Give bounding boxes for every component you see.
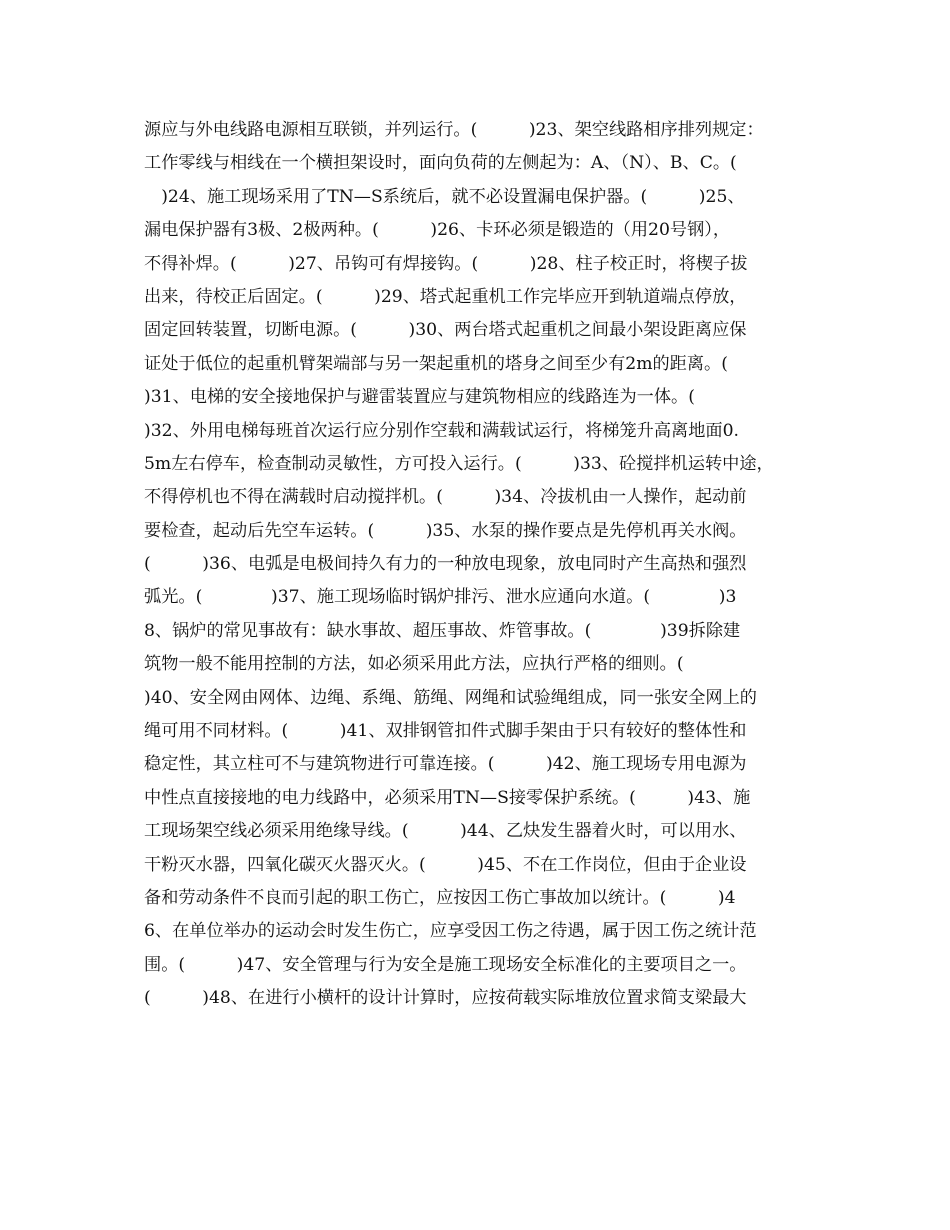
text-line: )31、电梯的安全接地保护与避雷装置应与建筑物相应的线路连为一体。( — [144, 387, 695, 408]
text-line: 筑物一般不能用控制的方法，如必须采用此方法，应执行严格的细则。( — [144, 654, 684, 675]
text-line: 5m左右停车，检查制动灵敏性，方可投入运行。( )33、砼搅拌机运转中途， — [144, 453, 774, 474]
text-line: ( )48、在进行小横杆的设计计算时，应按荷载实际堆放位置求简支梁最大 — [144, 988, 747, 1009]
body-text — [144, 116, 824, 1018]
text-line: 6、在单位举办的运动会时发生伤亡，应享受因工伤之待遇，属于因工伤之统计范 — [144, 921, 757, 942]
text-line: 工现场架空线必须采用绝缘导线。( )44、乙炔发生器着火时，可以用水、 — [144, 821, 747, 842]
text-line: 工作零线与相线在一个横担架设时，面向负荷的左侧起为：A、（N）、B、C。( — [144, 153, 737, 174]
text-line: 弧光。( )37、施工现场临时锅炉排污、泄水应通向水道。( )3 — [144, 587, 737, 608]
text-line: 8、锅炉的常见事故有：缺水事故、超压事故、炸管事故。( )39拆除建 — [144, 620, 741, 641]
text-line: ( )36、电弧是电极间持久有力的一种放电现象，放电同时产生高热和强烈 — [144, 554, 747, 575]
text-line: 不得停机也不得在满载时启动搅拌机。( )34、冷拔机由一人操作，起动前 — [144, 487, 747, 508]
text-line: 要检查，起动后先空车运转。( )35、水泵的操作要点是先停机再关水阀。 — [144, 520, 747, 541]
text-line: 绳可用不同材料。( )41、双排钢管扣件式脚手架由于只有较好的整体性和 — [144, 721, 747, 742]
text-line: 证处于低位的起重机臂架端部与另一架起重机的塔身之间至少有2m的距离。( — [144, 353, 728, 374]
text-line: 备和劳动条件不良而引起的职工伤亡，应按因工伤亡事故加以统计。( )4 — [144, 887, 736, 908]
text-line: 出来，待校正后固定。( )29、塔式起重机工作完毕应开到轨道端点停放， — [144, 286, 747, 307]
text-line: 中性点直接接地的电力线路中，必须采用TN—S接零保护系统。( )43、施 — [144, 787, 751, 808]
text-line: 干粉灭水器，四氧化碳灭火器灭火。( )45、不在工作岗位，但由于企业设 — [144, 854, 747, 875]
text-line: 固定回转装置，切断电源。( )30、两台塔式起重机之间最小架设距离应保 — [144, 320, 747, 341]
text-line: )32、外用电梯每班首次运行应分别作空载和满载试运行，将梯笼升高离地面0. — [144, 420, 739, 441]
text-line: )24、施工现场采用了TN—S系统后，就不必设置漏电保护器。( )25、 — [144, 186, 745, 207]
text-line: 围。( )47、安全管理与行为安全是施工现场安全标准化的主要项目之一。 — [144, 954, 747, 975]
text-line: 稳定性，其立柱可不与建筑物进行可靠连接。( )42、施工现场专用电源为 — [144, 754, 747, 775]
text-line: 漏电保护器有3极、2极两种。( )26、卡环必须是锻造的（用20号钢）， — [144, 220, 731, 241]
text-line: )40、安全网由网体、边绳、系绳、筋绳、网绳和试验绳组成，同一张安全网上的 — [144, 687, 757, 708]
text-line: 源应与外电线路电源相互联锁，并列运行。( )23、架空线路相序排列规定： — [144, 120, 764, 140]
text-line: 不得补焊。( )27、吊钩可有焊接钩。( )28、柱子校正时，将楔子拔 — [144, 253, 748, 274]
